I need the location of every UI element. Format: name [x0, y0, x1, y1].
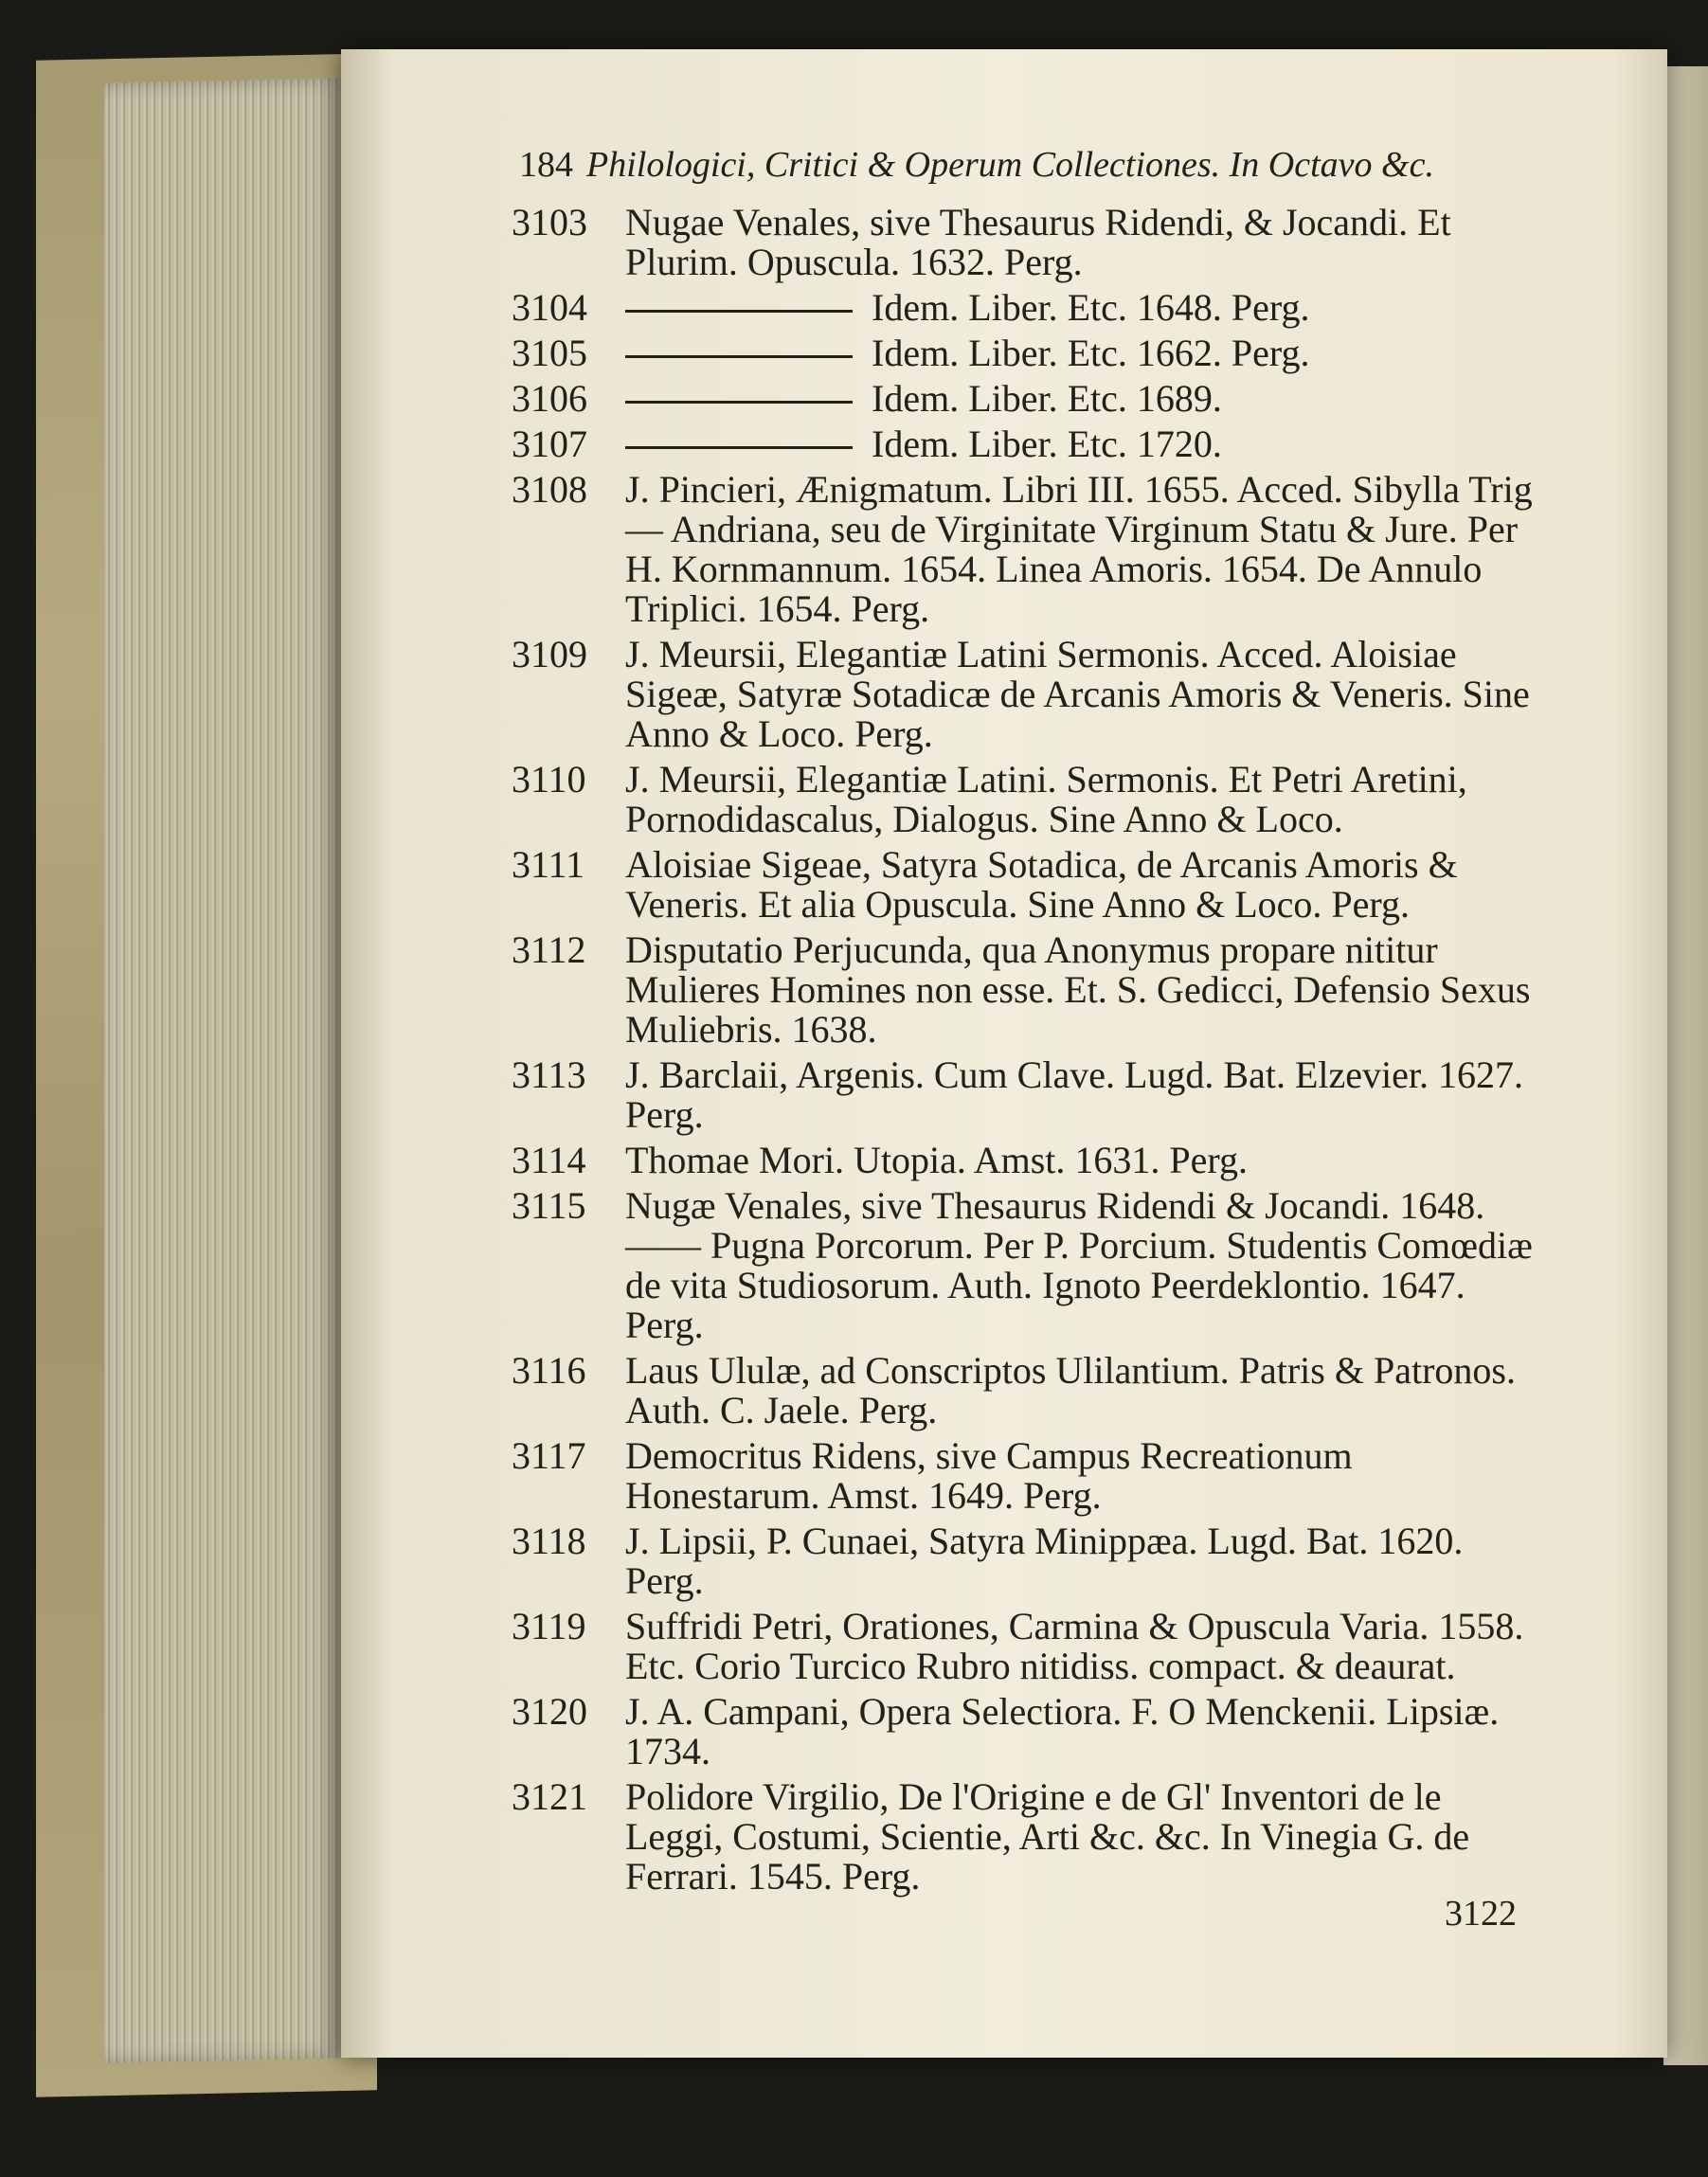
entry-number: 3120: [512, 1690, 587, 1733]
entry-number: 3109: [512, 633, 587, 675]
ditto-rule: [625, 310, 853, 313]
running-header: [512, 144, 1535, 203]
ditto-rule: [625, 446, 853, 449]
catalog-entry: [512, 1777, 1535, 1897]
entry-text: Aloisiae Sigeae, Satyra Sotadica, de Arcanis Amoris & Veneris. Et alia Opuscula. Sine Anno & Loco. Perg.: [625, 843, 1458, 926]
catchword: 3122: [1445, 1894, 1517, 1934]
catalog-entry: [512, 379, 1535, 419]
entry-text: Disputatio Perjucunda, qua Anonymus propare nititur Mulieres Homines non esse. Et. S. Gedicci, Defensio Sexus Muliebris. 1638.: [625, 928, 1531, 1051]
entry-text: J. Meursii, Elegantiæ Latini. Sermonis. Et Petri Aretini, Pornodidascalus, Dialogus. Sine Anno & Loco.: [625, 758, 1467, 840]
entry-number: 3119: [512, 1605, 586, 1647]
entry-number: 3121: [512, 1775, 587, 1818]
entry-number: 3115: [512, 1184, 586, 1227]
entry-text: Suffridi Petri, Orationes, Carmina & Opuscula Varia. 1558. Etc. Corio Turcico Rubro nitidiss. compact. & deaurat.: [625, 1605, 1524, 1687]
entry-number: 3116: [512, 1349, 586, 1392]
entry-text: Nugæ Venales, sive Thesaurus Ridendi & Jocandi. 1648. —— Pugna Porcorum. Per P. Porcium. Studentis Comœdiæ de vita Studiosorum. Auth. Ignoto Peerdeklontio. 1647. Perg.: [625, 1184, 1533, 1346]
entry-text: Democritus Ridens, sive Campus Recreationum Honestarum. Amst. 1649. Perg.: [625, 1434, 1353, 1517]
page-text: [512, 144, 1535, 1902]
entry-text: Idem. Liber. Etc. 1689.: [872, 377, 1222, 420]
catalog-entry: [512, 1692, 1535, 1772]
entry-number: 3104: [512, 286, 587, 329]
page-number: 184: [519, 145, 573, 185]
catalog-entry: [512, 930, 1535, 1050]
entry-number: 3117: [512, 1434, 586, 1477]
entry-text: Idem. Liber. Etc. 1648. Perg.: [872, 286, 1310, 329]
entry-text: J. Pincieri, Ænigmatum. Libri III. 1655. Acced. Sibylla Trig — Andriana, seu de Virginitate Virginum Statu & Jure. Per H. Kornmannum. 1654. Linea Amoris. 1654. De Annulo Triplici. 1654. Perg.: [625, 468, 1533, 630]
entry-text: Nugae Venales, sive Thesaurus Ridendi, & Jocandi. Et Plurim. Opuscula. 1632. Perg.: [625, 201, 1451, 283]
entry-text-wrap: [625, 333, 1535, 373]
entry-number: 3105: [512, 332, 587, 374]
entry-text: Polidore Virgilio, De l'Origine e de Gl' Inventori de le Leggi, Costumi, Scientie, Arti &c. &c. In Vinegia G. de Ferrari. 1545. Perg.: [625, 1775, 1470, 1898]
entry-text: J. Lipsii, P. Cunaei, Satyra Minippæa. Lugd. Bat. 1620. Perg.: [625, 1520, 1464, 1602]
catalog-entry: [512, 288, 1535, 328]
entry-text-wrap: [625, 288, 1535, 328]
catalog-entry: [512, 470, 1535, 629]
entry-number: 3110: [512, 758, 586, 801]
entry-number: 3108: [512, 468, 587, 511]
entry-number: 3107: [512, 423, 587, 465]
entry-number: 3106: [512, 377, 587, 420]
entry-number: 3118: [512, 1520, 586, 1562]
page-edges: [104, 78, 341, 2062]
running-title: Philologici, Critici & Operum Collectiones. In Octavo &c.: [586, 145, 1434, 185]
entry-number: 3112: [512, 928, 586, 971]
entry-text: Idem. Liber. Etc. 1662. Perg.: [872, 332, 1310, 374]
entry-text-wrap: [625, 379, 1535, 419]
catalog-entry: [512, 203, 1535, 282]
catalog-entry: [512, 1141, 1535, 1180]
entry-number: 3113: [512, 1053, 586, 1096]
catalog-entry: [512, 760, 1535, 839]
entry-text: Laus Ululæ, ad Conscriptos Ulilantium. Patris & Patronos. Auth. C. Jaele. Perg.: [625, 1349, 1516, 1431]
facing-page-edge: [1663, 66, 1708, 2065]
entry-text: J. Meursii, Elegantiæ Latini Sermonis. Acced. Aloisiae Sigeæ, Satyræ Sotadicæ de Arcanis Amoris & Veneris. Sine Anno & Loco. Perg.: [625, 633, 1530, 755]
catalog-entry: [512, 1351, 1535, 1430]
entry-number: 3111: [512, 843, 585, 886]
entry-number: 3103: [512, 201, 587, 243]
entry-text: Idem. Liber. Etc. 1720.: [872, 423, 1222, 465]
catalog-entry: [512, 845, 1535, 925]
entry-number: 3114: [512, 1139, 586, 1181]
entry-text-wrap: [625, 424, 1535, 464]
catalog-entry: [512, 1055, 1535, 1135]
ditto-rule: [625, 401, 853, 404]
catalog-entry: [512, 424, 1535, 464]
entry-text: J. Barclaii, Argenis. Cum Clave. Lugd. Bat. Elzevier. 1627. Perg.: [625, 1053, 1523, 1136]
ditto-rule: [625, 355, 853, 358]
catalog-entry: [512, 1186, 1535, 1345]
catalog-entry: [512, 1607, 1535, 1686]
catalog-entry: [512, 635, 1535, 754]
entry-text: J. A. Campani, Opera Selectiora. F. O Menckenii. Lipsiæ. 1734.: [625, 1690, 1500, 1772]
entry-text: Thomae Mori. Utopia. Amst. 1631. Perg.: [625, 1139, 1248, 1181]
catalog-entry: [512, 1436, 1535, 1516]
catalog-entry: [512, 1521, 1535, 1601]
catalog-entry: [512, 333, 1535, 373]
